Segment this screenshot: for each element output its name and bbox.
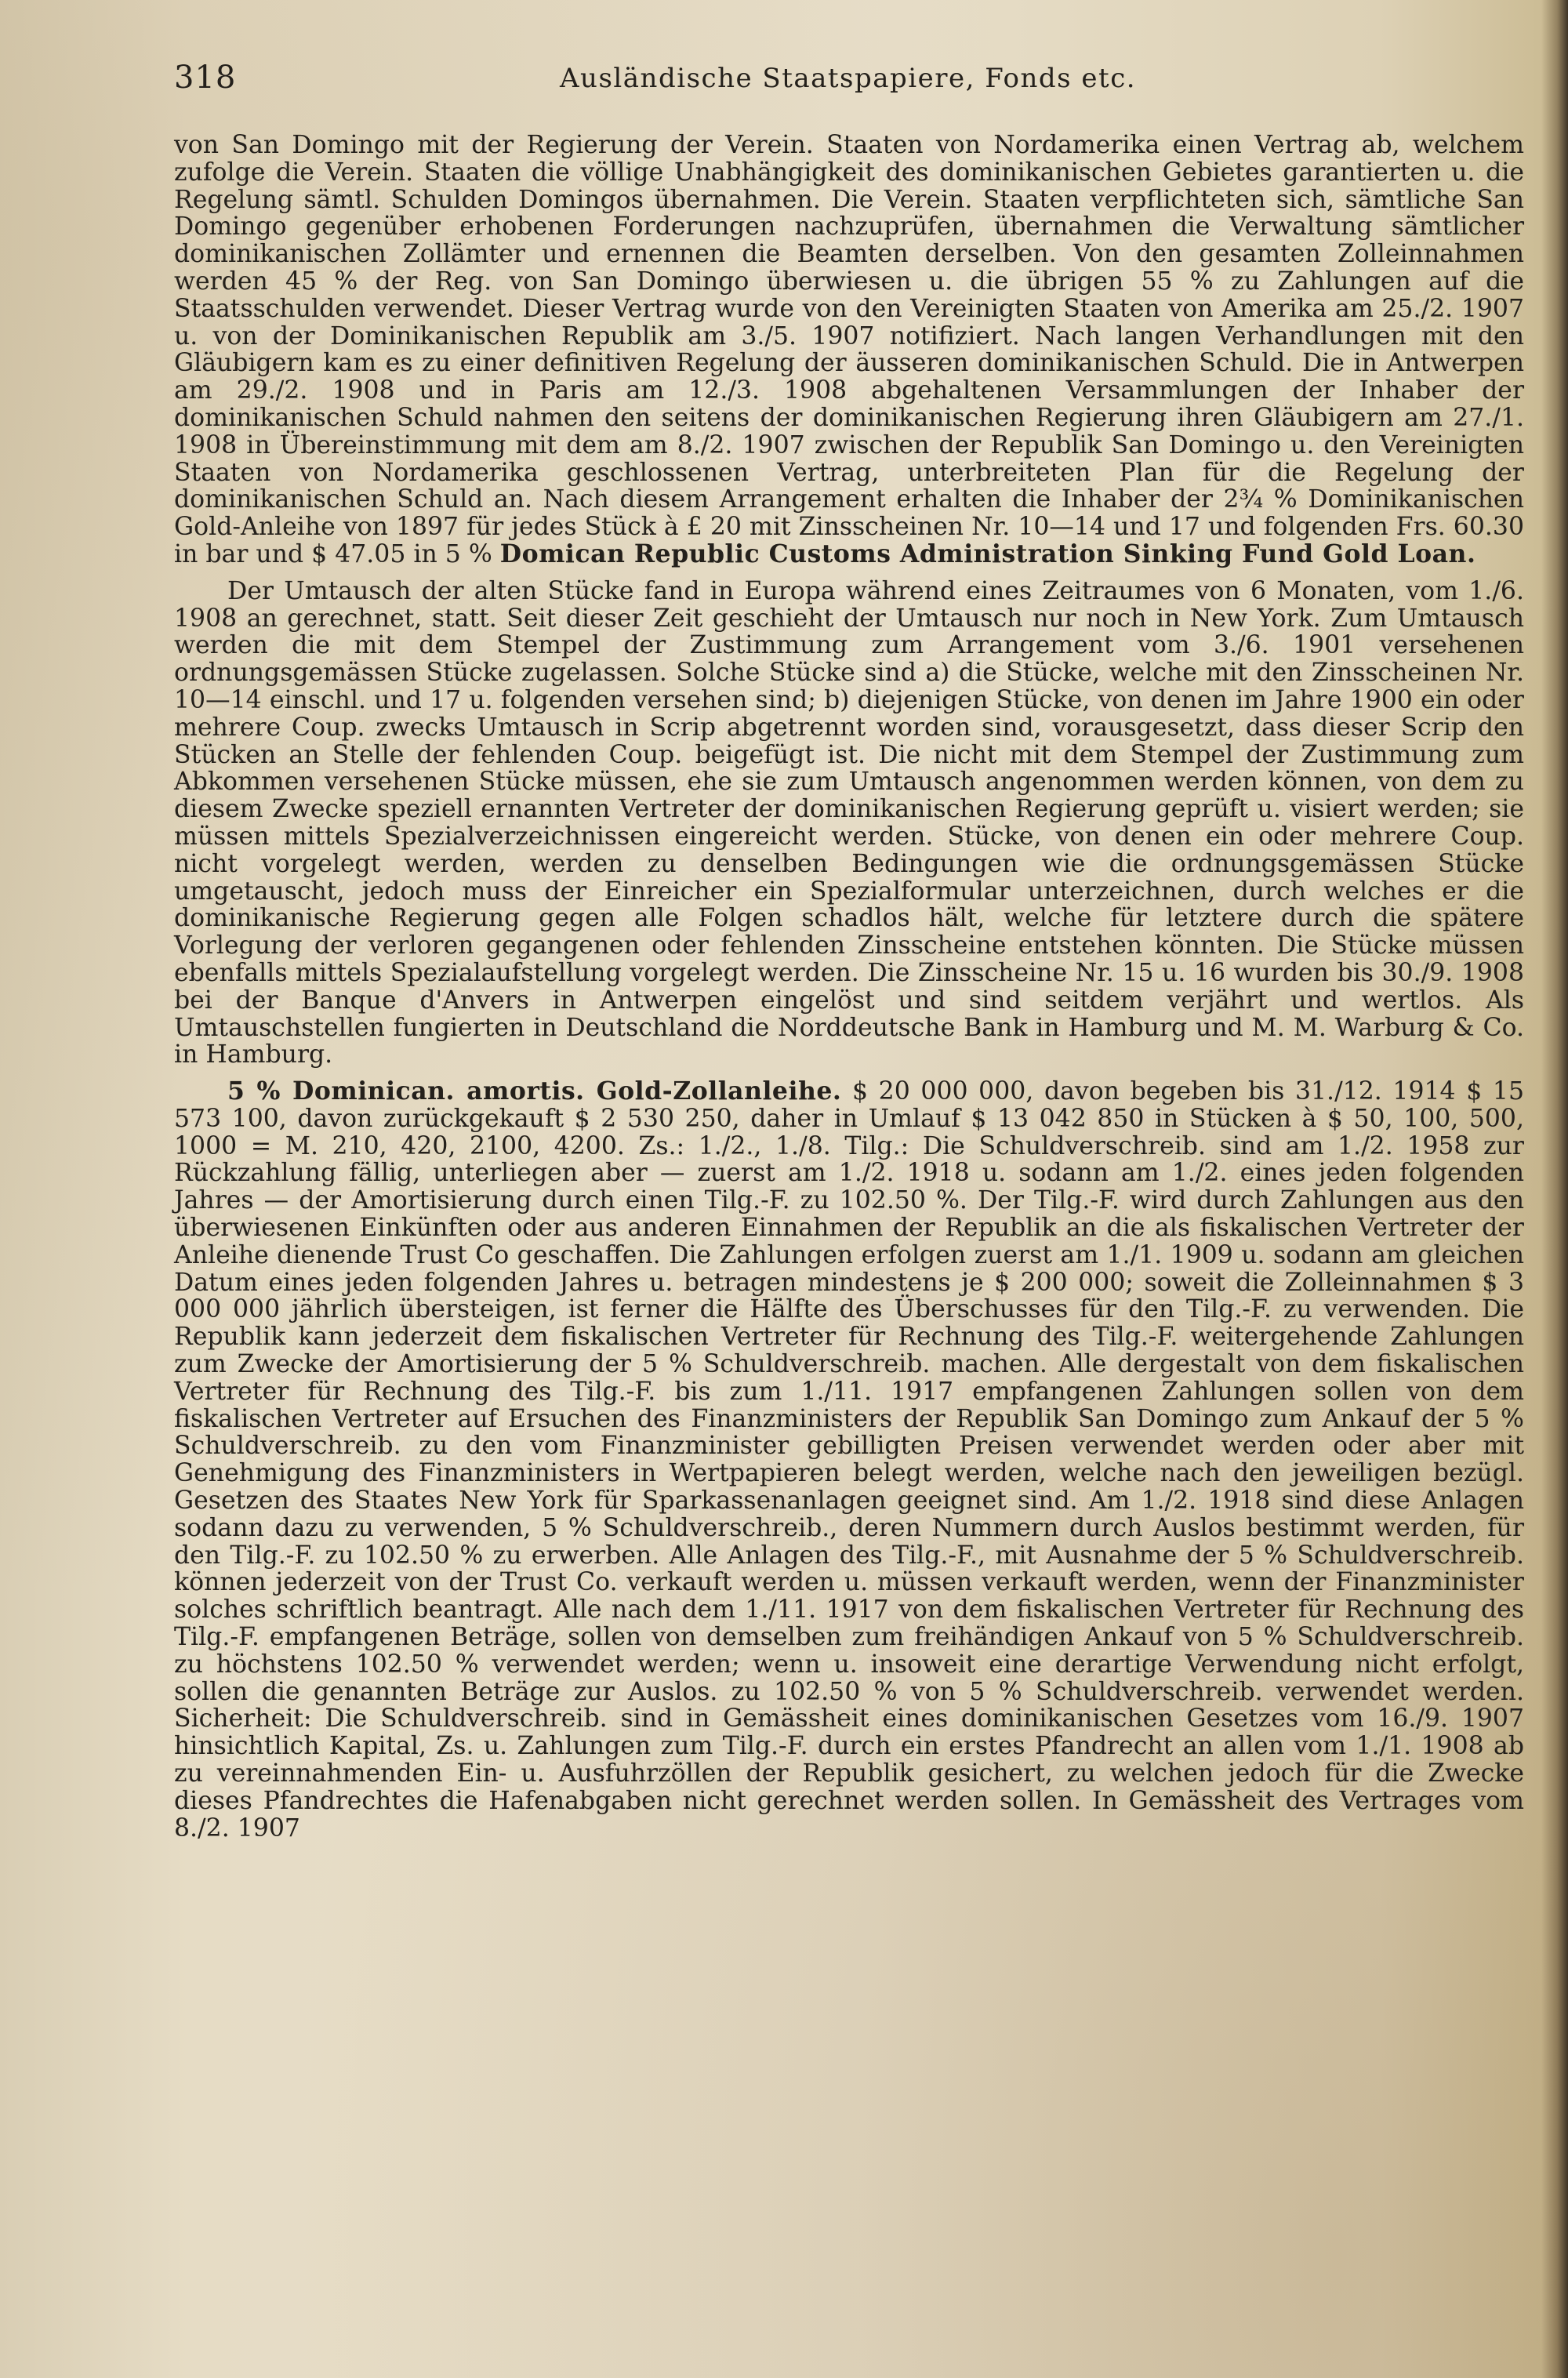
- paragraph-exchange: [174, 578, 1524, 1069]
- paragraph-gold-loan: [174, 1078, 1524, 1842]
- text-segment: Der Umtausch der alten Stücke fand in Europa während eines Zeitraumes von 6 Monaten, vom 1./6. 1908 an gerechnet, statt. Seit dieser Zeit geschieht der Umtausch nur noch in New York. Zum Umtausch werden die mit dem Stempel der Zustimmung zum Arrangement vom 3./6. 1901 versehenen ordnungsgemässen Stücke zugelassen. Solche Stücke sind a) die Stücke, welche mit den Zinsscheinen Nr. 10—14 einschl. und 17 u. folgenden versehen sind; b) diejenigen Stücke, von denen im Jahre 1900 ein oder mehrere Coup. zwecks Umtausch in Scrip abgetrennt worden sind, vorausgesetzt, dass dieser Scrip den Stücken an Stelle der fehlenden Coup. beigefügt ist. Die nicht mit dem Stempel der Zustimmung zum Abkommen versehenen Stücke müssen, ehe sie zum Umtausch angenommen werden können, von dem zu diesem Zwecke speziell ernannten Vertreter der dominikanischen Regierung geprüft u. visiert werden; sie müssen mittels Spezialverzeichnissen eingereicht werden. Stücke, von denen ein oder mehrere Coup. nicht vorgelegt werden, werden zu denselben Bedingungen wie die ordnungsgemässen Stücke umgetauscht, jedoch muss der Einreicher ein Spezialformular unterzeichnen, durch welches er die dominikanische Regierung gegen alle Folgen schadlos hält, welche für letztere durch die spätere Vorlegung der verloren gegangenen oder fehlenden Zinsscheine entstehen könnten. Die Stücke müssen ebenfalls mittels Spezialaufstellung vorgelegt werden. Die Zinsscheine Nr. 15 u. 16 wurden bis 30./9. 1908 bei der Banque d'Anvers in Antwerpen eingelöst und sind seitdem verjährt und wertlos. Als Umtauschstellen fungierten in Deutschland die Norddeutsche Bank in Hamburg und M. M. Warburg & Co. in Hamburg.: [174, 576, 1524, 1069]
- page-edge-shadow: [1541, 0, 1568, 2378]
- text-segment: $ 20 000 000, davon begeben bis 31./12. 1914 $ 15 573 100, davon zurückgekauft $ 2 530 250, daher in Umlauf $ 13 042 850 in Stücken à $ 50, 100, 500, 1000 = M. 210, 420, 2100, 4200. Zs.: 1./2., 1./8. Tilg.: Die Schuldverschreib. sind am 1./2. 1958 zur Rückzahlung fällig, unterliegen aber — zuerst am 1./2. 1918 u. sodann am 1./2. eines jeden folgenden Jahres — der Amortisierung durch einen Tilg.-F. zu 102.50 %. Der Tilg.-F. wird durch Zahlungen aus den überwiesenen Einkünften oder aus anderen Einnahmen der Republik an die als fiskalischen Vertreter der Anleihe dienende Trust Co geschaffen. Die Zahlungen erfolgen zuerst am 1./1. 1909 u. sodann am gleichen Datum eines jeden folgenden Jahres u. betragen mindestens je $ 200 000; soweit die Zolleinnahmen $ 3 000 000 jährlich übersteigen, ist ferner die Hälfte des Überschusses für den Tilg.-F. zu verwenden. Die Republik kann jederzeit dem fiskalischen Vertreter für Rechnung des Tilg.-F. weitergehende Zahlungen zum Zwecke der Amortisierung der 5 % Schuldverschreib. machen. Alle dergestalt von dem fiskalischen Vertreter für Rechnung des Tilg.-F. bis zum 1./11. 1917 empfangenen Zahlungen sollen von dem fiskalischen Vertreter auf Ersuchen des Finanzministers der Republik San Domingo zum Ankauf der 5 % Schuldverschreib. zu den vom Finanzminister gebilligten Preisen verwendet werden oder aber mit Genehmigung des Finanzministers in Wertpapieren belegt werden, welche nach den jeweiligen bezügl. Gesetzen des Staates New York für Sparkassenanlagen geeignet sind. Am 1./2. 1918 sind diese Anlagen sodann dazu zu verwenden, 5 % Schuldverschreib., deren Nummern durch Auslos bestimmt werden, für den Tilg.-F. zu 102.50 % zu erwerben. Alle Anlagen des Tilg.-F., mit Ausnahme der 5 % Schuldverschreib. können jederzeit von der Trust Co. verkauft werden u. müssen verkauft werden, wenn der Finanzminister solches schriftlich beantragt. Alle nach dem 1./11. 1917 von dem fiskalischen Vertreter für Rechnung des Tilg.-F. empfangenen Beträge, sollen von demselben zum freihändigen Ankauf von 5 % Schuldverschreib. zu höchstens 102.50 % verwendet werden; wenn u. insoweit eine derartige Verwendung nicht erfolgt, sollen die genannten Beträge zur Auslos. zu 102.50 % von 5 % Schuldverschreib. verwendet werden. Sicherheit: Die Schuldverschreib. sind in Gemässheit eines dominikanischen Gesetzes vom 16./9. 1907 hinsichtlich Kapital, Zs. u. Zahlungen zum Tilg.-F. durch ein erstes Pfandrecht an allen vom 1./1. 1908 ab zu vereinnahmenden Ein- u. Ausfuhrzöllen der Republik gesichert, zu welchen jedoch für die Zwecke dieses Pfandrechtes die Hafenabgaben nicht gerechnet werden sollen. In Gemässheit des Vertrages vom 8./2. 1907: [174, 1077, 1524, 1842]
- page-header: [174, 60, 1523, 103]
- page-number: 318: [174, 60, 237, 96]
- body-text: [174, 132, 1524, 1851]
- bold-loan-title: Domican Republic Customs Administration Sinking Fund Gold Loan.: [499, 539, 1476, 568]
- text-segment: von San Domingo mit der Regierung der Verein. Staaten von Nordamerika einen Vertrag ab, welchem zufolge die Verein. Staaten die völlige Unabhängigkeit des dominikanischen Gebietes garantierten u. die Regelung sämtl. Schulden Domingos übernahmen. Die Verein. Staaten verpflichteten sich, sämtliche San Domingo gegenüber erhobenen Forderungen nachzuprüfen, übernahmen die Verwaltung sämtlicher dominikanischen Zollämter und ernennen die Beamten derselben. Von den gesamten Zolleinnahmen werden 45 % der Reg. von San Domingo überwiesen u. die übrigen 55 % zu Zahlungen auf die Staatsschulden verwendet. Dieser Vertrag wurde von den Vereinigten Staaten von Amerika am 25./2. 1907 u. von der Dominikanischen Republik am 3./5. 1907 notifiziert. Nach langen Verhandlungen mit den Gläubigern kam es zu einer definitiven Regelung der äusseren dominikanischen Schuld. Die in Antwerpen am 29./2. 1908 und in Paris am 12./3. 1908 abgehaltenen Versammlungen der Inhaber der dominikanischen Schuld nahmen den seitens der dominikanischen Regierung ihren Gläubigern am 27./1. 1908 in Übereinstimmung mit dem am 8./2. 1907 zwischen der Republik San Domingo u. den Vereinigten Staaten von Nordamerika geschlossenen Vertrag, unterbreiteten Plan für die Regelung der dominikanischen Schuld an. Nach diesem Arrangement erhalten die Inhaber der 2¾ % Dominikanischen Gold-Anleihe von 1897 für jedes Stück à £ 20 mit Zinsscheinen Nr. 10—14 und 17 und folgenden Frs. 60.30 in bar und $ 47.05 in 5 %: [174, 131, 1524, 568]
- running-title: Ausländische Staatspapiere, Fonds etc.: [560, 63, 1137, 94]
- paragraph-intro: [174, 132, 1524, 568]
- bold-section-heading: 5 % Dominican. amortis. Gold-Zollanleihe.: [227, 1076, 842, 1106]
